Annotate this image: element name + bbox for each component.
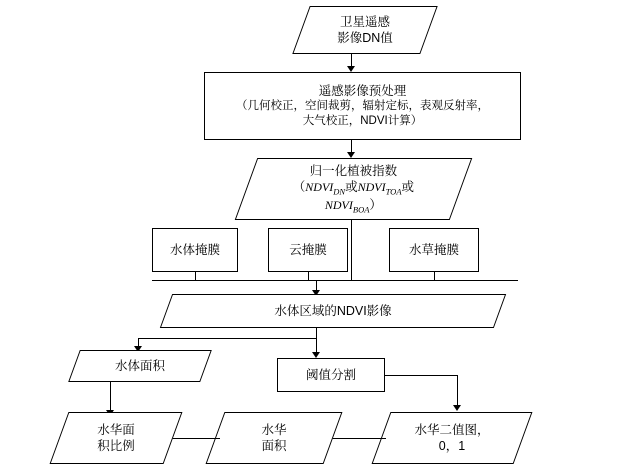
connector-threshold-to-binary (457, 375, 458, 407)
ndvi-dn-symbol: $NDVI_{DN}$ (305, 179, 346, 197)
connector-split-bus (138, 338, 316, 339)
ndvi-paren-close: ） (369, 198, 383, 212)
node-bloom-area (206, 412, 343, 464)
node-bloom-area-ratio-line1: 水华面 (97, 423, 135, 437)
node-bloom-binary-image-line2: 0，1 (438, 439, 466, 453)
connector-water-area-to-ratio (110, 382, 111, 412)
node-preprocessing-line3: 大气校正，NDVI计算） (302, 115, 423, 127)
node-aquatic-grass-mask (389, 228, 479, 272)
connector-mask-bus (152, 280, 518, 281)
connector-water-mask-to-bus (195, 272, 196, 280)
node-water-area-label: 水体面积 (114, 359, 165, 373)
node-ndvi-index-formula-line2 (325, 197, 382, 215)
node-preprocessing-title: 遥感影像预处理 (318, 84, 407, 99)
node-satellite-dn-value (292, 6, 437, 54)
node-satellite-dn-value-line1: 卫星遥感 (339, 15, 390, 29)
node-ndvi-water-image (160, 294, 506, 328)
node-bloom-binary-image (372, 412, 533, 464)
node-cloud-mask (268, 228, 348, 272)
ndvi-or-1: 或 (345, 179, 358, 194)
node-bloom-area-line1: 水华 (261, 423, 287, 437)
node-bloom-binary-image-line1: 水华二值图， (414, 423, 490, 437)
node-threshold-segmentation (277, 358, 385, 392)
ndvi-or-2: 或 (401, 179, 415, 194)
node-ndvi-index (235, 158, 473, 220)
node-threshold-segmentation-label: 阈值分割 (305, 368, 356, 382)
node-cloud-mask-label: 云掩膜 (289, 243, 327, 257)
connector-ndvi-to-masks-stem (351, 220, 352, 280)
ndvi-boa-symbol: $NDVI_{BOA}$ (324, 198, 370, 215)
node-bloom-area-ratio-line2: 积比例 (97, 439, 135, 453)
node-water-area (68, 350, 212, 382)
node-water-mask-label: 水体掩膜 (169, 243, 220, 257)
node-water-mask (152, 228, 238, 272)
node-ndvi-index-title: 归一化植被指数 (309, 163, 398, 178)
connector-ndvi-water-stem (316, 328, 317, 338)
node-preprocessing-line2: （几何校正，空间裁剪，辐射定标，表观反射率， (236, 100, 489, 113)
connector-cloud-mask-to-bus (308, 272, 309, 280)
node-bloom-area-line2: 面积 (261, 439, 287, 453)
node-preprocessing (204, 72, 521, 140)
connector-binary-to-bloom-area (324, 438, 386, 439)
ndvi-toa-symbol: $NDVI_{TOA}$ (357, 179, 402, 197)
node-satellite-dn-value-line2: 影像DN值 (337, 31, 393, 45)
ndvi-paren-open: （ (292, 179, 306, 194)
connector-threshold-right (385, 375, 457, 376)
node-ndvi-water-image-label: 水体区域的NDVI影像 (274, 304, 392, 318)
node-aquatic-grass-mask-label: 水草掩膜 (408, 243, 459, 257)
arrowhead-threshold-to-binary (453, 405, 461, 411)
node-bloom-area-ratio (50, 412, 183, 464)
node-ndvi-index-formula-line (293, 179, 414, 197)
connector-grass-mask-to-bus (434, 272, 435, 280)
